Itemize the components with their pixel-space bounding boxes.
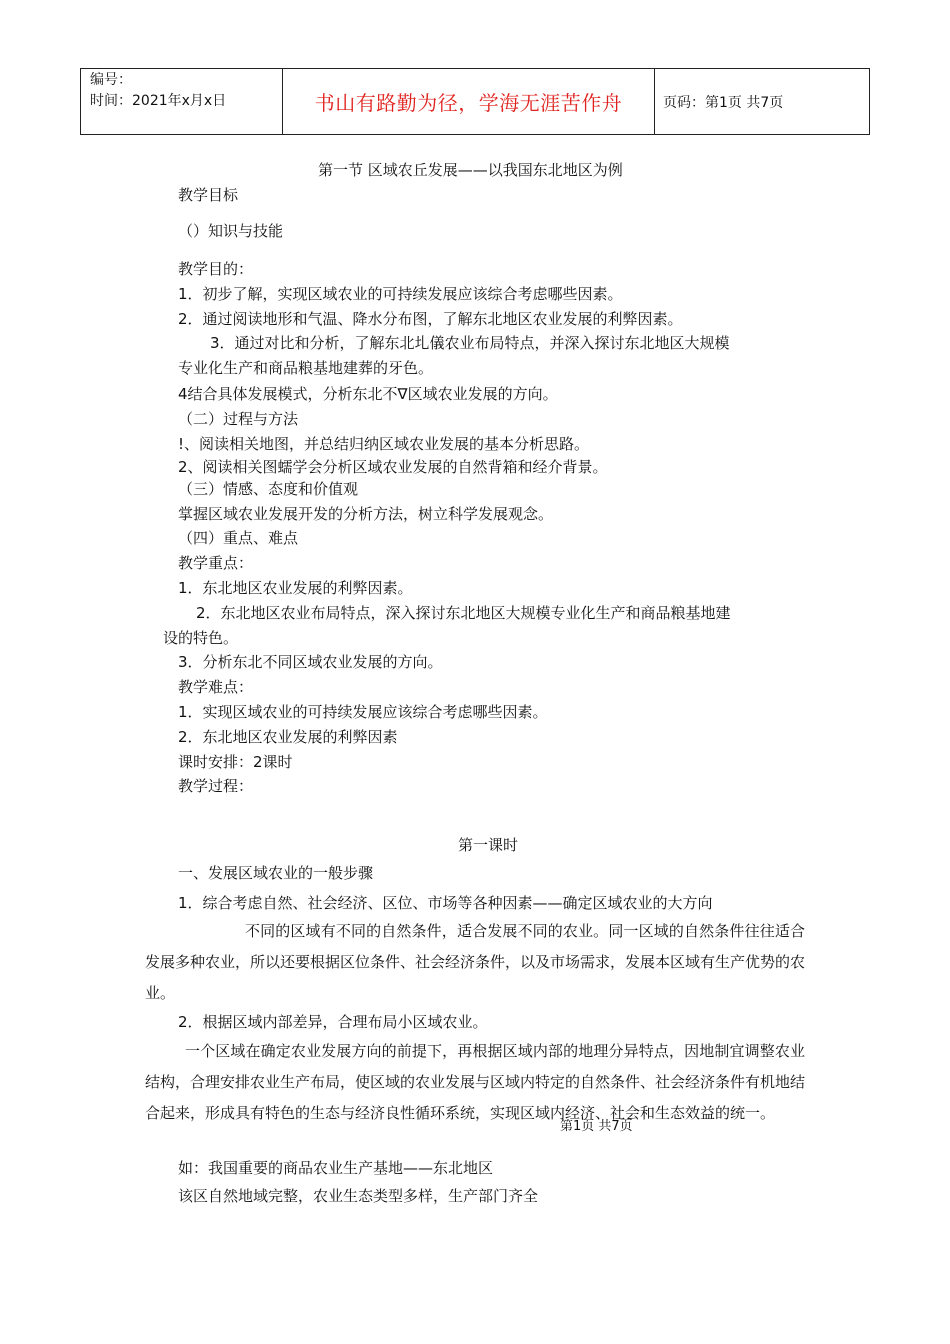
text-line: （四）重点、难点 [178, 529, 299, 547]
text-line: 专业化生产和商品粮基地建葬的牙色。 [178, 359, 434, 377]
text-line: 4结合具体发展模式，分析东北不∇区域农业发展的方向。 [178, 385, 558, 403]
text-line: 教学难点： [178, 678, 254, 696]
document-header [80, 68, 870, 135]
motto: 书山有路勤为径，学海无涯苦作舟 [314, 91, 623, 115]
text-line: 2、阅读相关图蠕学会分析区域农业发展的自然背箱和经介背景。 [178, 458, 608, 476]
text-line: 教学重点： [178, 554, 254, 572]
text-line: 1．东北地区农业发展的利弊因素。 [178, 579, 413, 597]
header-meta [81, 69, 283, 134]
text-line: 1．实现区域农业的可持续发展应该综合考虑哪些因素。 [178, 703, 548, 721]
text-line: 3．通过对比和分析，了解东北圠儀农业布局特点，并深入探讨东北地区大规模 [210, 334, 730, 352]
section-title: 第一节 区域农丘发展——以我国东北地区为例 [318, 161, 623, 179]
text-line: 3．分析东北不同区域农业发展的方向。 [178, 653, 443, 671]
date-label: 时间：2021年x月x日 [90, 93, 227, 109]
text-line: （）知识与技能 [178, 222, 284, 240]
text-line: 2．东北地区农业布局特点，深入探讨东北地区大规模专业化生产和商品粮基地建 [196, 604, 731, 622]
text-line: !、阅读相关地图，并总结归纳区域农业发展的基本分析思路。 [178, 435, 590, 453]
text-line: 1．初步了解，实现区域农业的可持续发展应该综合考虑哪些因素。 [178, 285, 623, 303]
section-heading: 一、发展区域农业的一般步骤 [178, 864, 374, 882]
step-1: 1．综合考虑自然、社会经济、区位、市场等各种因素——确定区域农业的大方向 [178, 894, 713, 912]
text-line: 2．通过阅读地形和气温、降水分布图，了解东北地区农业发展的利弊因素。 [178, 310, 683, 328]
text-line: 课时安排：2课时 [178, 753, 293, 771]
paragraph-1: 不同的区域有不同的自然条件，适合发展不同的农业。同一区域的自然条件往往适合发展多种农业，所以还要根据区位条件、社会经济条件，以及市场需求，发展本区域有生产优势的农业。 [145, 922, 806, 1002]
text-line: 教学过程： [178, 777, 254, 795]
step-2: 2．根据区域内部差异，合理布局小区域农业。 [178, 1013, 488, 1031]
header-page-cell [655, 69, 869, 134]
text-line: 设的特色。 [163, 629, 239, 647]
lesson-heading: 第一课时 [458, 836, 519, 854]
page-footer: 第1页 共7页 [560, 1119, 633, 1134]
text-line: 教学目的： [178, 260, 254, 278]
number-label: 编号： [90, 72, 132, 88]
paragraph-2: 一个区域在确定农业发展方向的前提下，再根据区域内部的地理分异特点，因地制宜调整农业结构，合理安排农业生产布局，使区域的农业发展与区域内特定的自然条件、社会经济条件有机地结合起来，形成具有特色的生态与经济良性循环系统，实现区域内经济、社会和生态效益的统一。 [145, 1042, 806, 1122]
text-line: 2．东北地区农业发展的利弊因素 [178, 728, 398, 746]
header-motto-cell [283, 69, 655, 134]
text-line: 教学目标 [178, 186, 239, 204]
text-line: 该区自然地域完整，农业生态类型多样，生产部门齐全 [178, 1187, 539, 1205]
example-line: 如：我国重要的商品农业生产基地——东北地区 [178, 1159, 494, 1177]
text-line: 掌握区域农业发展开发的分析方法，树立科学发展观念。 [178, 505, 554, 523]
page-label: 页码：第1页 共7页 [663, 94, 784, 111]
text-line: （三）情感、态度和价值观 [178, 480, 359, 498]
text-line: （二）过程与方法 [178, 410, 299, 428]
